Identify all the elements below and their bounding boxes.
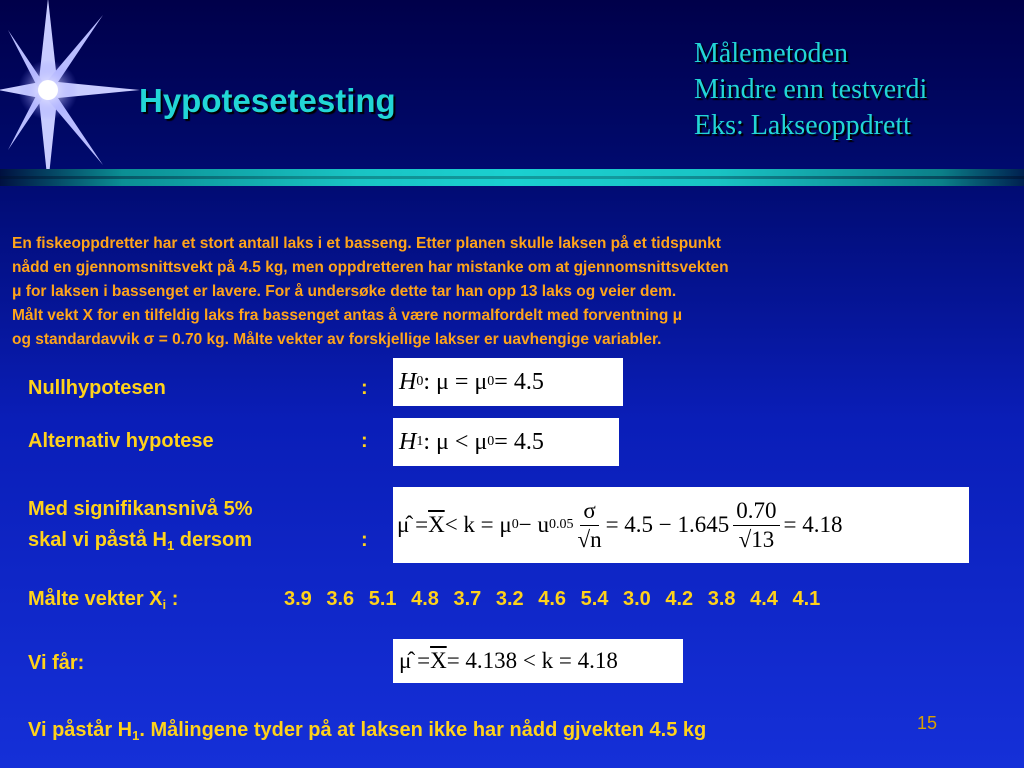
- formula-sub: 0: [416, 374, 424, 389]
- formula-text: : μ < μ: [423, 428, 488, 455]
- problem-description: [12, 232, 1012, 352]
- fraction-sigma-sqrt-n: [577, 497, 601, 554]
- result-label: Vi får:: [28, 652, 85, 674]
- measured-label-text: :: [166, 588, 179, 610]
- null-hypothesis-label: Nullhypotesen: [28, 377, 166, 399]
- subheading-line: Målemetoden: [694, 38, 848, 69]
- intro-line: Målt vekt X for en tilfeldig laks fra bassenget antas å være normalfordelt med forventning μ: [12, 307, 683, 324]
- intro-line: μ for laksen i bassenget er lavere. For å undersøke dette tar han opp 13 laks og veier dem.: [12, 283, 677, 300]
- formula-symbol: H: [399, 368, 417, 395]
- page-number: 15: [917, 713, 938, 733]
- colon: :: [361, 430, 368, 452]
- formula-sub: 0.05: [548, 517, 574, 532]
- measured-value: 5.1: [368, 588, 397, 610]
- formula-critical-value: [393, 487, 969, 563]
- measured-value: 3.0: [623, 588, 651, 610]
- significance-text: skal vi påstå H: [28, 529, 167, 551]
- fraction-denominator: √n: [577, 526, 602, 552]
- measured-value: 4.4: [750, 588, 778, 610]
- measured-values: [284, 588, 827, 611]
- formula-xbar: $\overline{X}$: [428, 512, 445, 537]
- formula-xbar: $\overline{X}$: [430, 648, 447, 673]
- measured-label: [28, 588, 178, 612]
- colon: :: [361, 529, 368, 551]
- measured-value: 4.1: [792, 588, 821, 610]
- measured-value: 4.6: [538, 588, 567, 610]
- significance-text: dersom: [174, 529, 253, 551]
- slide-title: Hypotesetesting: [139, 82, 396, 119]
- significance-line1: Med signifikansnivå 5%: [28, 498, 253, 520]
- divider-bar: [0, 169, 1024, 186]
- formula-sub: 0: [487, 434, 495, 449]
- formula-text: = 4.5: [494, 368, 544, 395]
- measured-value: 3.2: [495, 588, 524, 610]
- conclusion-sub: 1: [132, 728, 140, 743]
- measured-value: 5.4: [580, 588, 609, 610]
- conclusion-text: . Målingene tyder på at laksen ikke har nådd gjvekten 4.5 kg: [139, 719, 707, 741]
- subheading-line: Mindre enn testverdi: [694, 74, 928, 105]
- intro-line: og standardavvik σ = 0.70 kg. Målte vekter av forskjellige lakser er uavhengige variabler.: [12, 331, 662, 348]
- formula-text: = 4.5: [494, 428, 544, 455]
- measured-value: 4.2: [665, 588, 694, 610]
- formula-text: μ̂ =: [397, 512, 429, 537]
- formula-text: = 4.5 − 1.645: [605, 512, 730, 537]
- fraction-denominator: √13: [738, 526, 775, 552]
- formula-text: = 4.138 < k = 4.18: [446, 648, 618, 673]
- fraction-numerator: 0.70: [733, 497, 779, 526]
- subheading: [694, 36, 927, 144]
- formula-text: : μ = μ: [423, 368, 488, 395]
- formula-sub: 0: [511, 517, 519, 532]
- intro-line: nådd en gjennomsnittsvekt på 4.5 kg, men oppdretteren har mistanke om at gjennomsnittsvekten: [12, 259, 729, 276]
- measured-value: 3.8: [707, 588, 736, 610]
- formula-text: μ̂ =: [399, 648, 431, 673]
- measured-value: 3.7: [453, 588, 482, 610]
- conclusion-text: Vi påstår H: [28, 719, 133, 741]
- formula-h0: [393, 358, 623, 406]
- fraction-070-sqrt13: [733, 497, 779, 554]
- formula-result: [393, 639, 683, 683]
- formula-symbol: H: [399, 428, 417, 455]
- formula-text: = 4.18: [783, 512, 843, 537]
- significance-sub: 1: [166, 538, 175, 553]
- formula-sub: 1: [416, 434, 424, 449]
- significance-line2: [28, 527, 252, 559]
- formula-h1: [393, 418, 619, 466]
- fraction-numerator: σ: [580, 497, 598, 526]
- conclusion: [28, 717, 706, 749]
- formula-text: < k = μ: [444, 512, 512, 537]
- colon: :: [361, 377, 368, 399]
- alt-hypothesis-label: Alternativ hypotese: [28, 430, 214, 452]
- measured-label-text: Målte vekter X: [28, 588, 163, 610]
- measured-value: 3.6: [326, 588, 355, 610]
- intro-line: En fiskeoppdretter har et stort antall laks i et basseng. Etter planen skulle laksen på et tidspunkt: [12, 235, 721, 252]
- measured-value: 3.9: [284, 588, 312, 610]
- formula-text: − u: [518, 512, 549, 537]
- measured-value: 4.8: [411, 588, 439, 610]
- star-decoration: [0, 0, 150, 185]
- measured-label-sub: i: [162, 597, 167, 612]
- subheading-line: Eks: Lakseoppdrett: [694, 110, 911, 141]
- formula-sub: 0: [487, 374, 495, 389]
